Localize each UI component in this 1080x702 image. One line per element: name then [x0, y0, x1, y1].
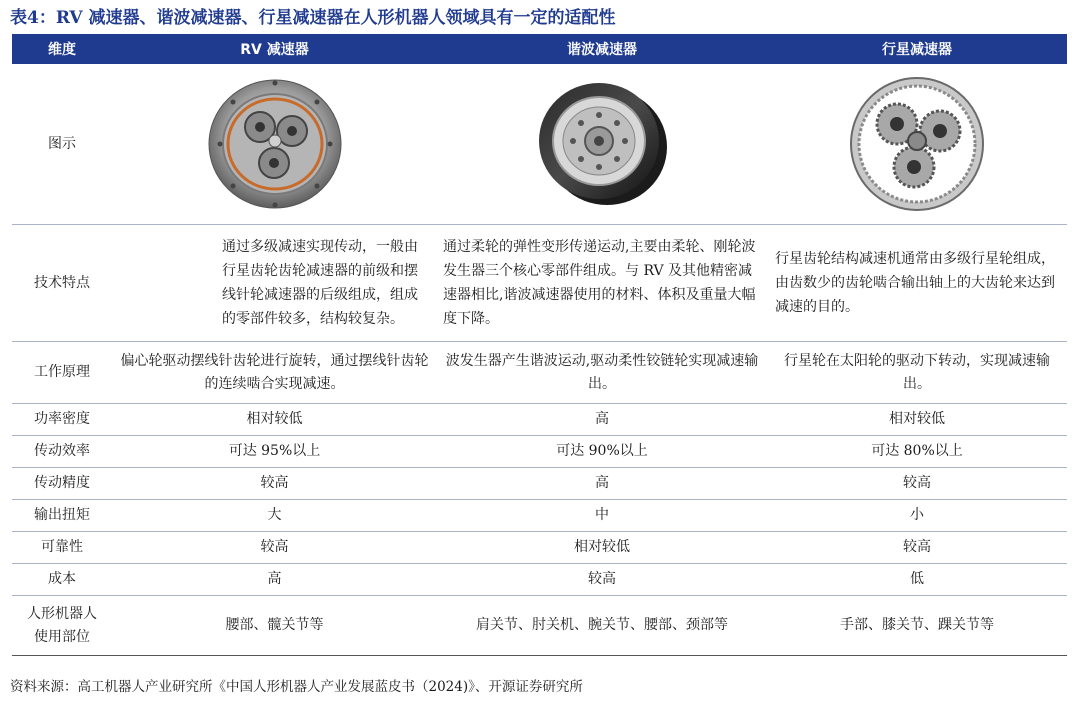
- rv-cell: 通过多级减速实现传动，一般由行星齿轮齿轮减速器的前级和摆线针轮减速器的后级组成，组成的零部件较多，结构较复杂。: [112, 225, 437, 342]
- harmonic-cell: 通过柔轮的弹性变形传递运动,主要由柔轮、刚轮波发生器三个核心零部件组成。与 RV 及其他精密减速器相比,谐波减速器使用的材料、体积及重量大幅度下降。: [437, 225, 767, 342]
- table-row: [12, 404, 1067, 436]
- table-row: [12, 500, 1067, 532]
- header-dimension: 维度: [12, 34, 112, 64]
- row-label: 输出扭矩: [12, 500, 112, 532]
- row-label: 传动效率: [12, 436, 112, 468]
- planetary-reducer-icon: [842, 69, 992, 219]
- rv-cell: 偏心轮驱动摆线针齿轮进行旋转，通过摆线针齿轮的连续啮合实现减速。: [112, 342, 437, 404]
- planetary-cell: 较高: [767, 532, 1067, 564]
- row-label: 传动精度: [12, 468, 112, 500]
- rv-reducer-icon: [200, 69, 350, 219]
- table-header-row: [12, 34, 1067, 64]
- rv-cell: 高: [112, 564, 437, 596]
- row-label: 工作原理: [12, 342, 112, 404]
- planetary-cell: 可达 80%以上: [767, 436, 1067, 468]
- planetary-image-cell: [767, 64, 1067, 225]
- rv-cell: 大: [112, 500, 437, 532]
- row-label: 可靠性: [12, 532, 112, 564]
- harmonic-cell: 较高: [437, 564, 767, 596]
- table-row: [12, 342, 1067, 404]
- rv-cell: 较高: [112, 532, 437, 564]
- table-row: [12, 564, 1067, 596]
- planetary-cell: 行星轮在太阳轮的驱动下转动，实现减速输出。: [767, 342, 1067, 404]
- table-row: [12, 532, 1067, 564]
- harmonic-cell: 高: [437, 404, 767, 436]
- comparison-table: [12, 34, 1067, 656]
- rv-cell: 相对较低: [112, 404, 437, 436]
- harmonic-cell: 中: [437, 500, 767, 532]
- table-row: [12, 468, 1067, 500]
- harmonic-reducer-icon: [527, 69, 677, 219]
- planetary-cell: 较高: [767, 468, 1067, 500]
- header-rv: RV 减速器: [112, 34, 437, 64]
- planetary-cell: 相对较低: [767, 404, 1067, 436]
- table-row: [12, 225, 1067, 342]
- rv-image-cell: [112, 64, 437, 225]
- row-label: 人形机器人使用部位: [12, 596, 112, 656]
- row-label: 技术特点: [12, 225, 112, 342]
- table-row: [12, 596, 1067, 656]
- header-harmonic: 谐波减速器: [437, 34, 767, 64]
- header-planetary: 行星减速器: [767, 34, 1067, 64]
- row-label: 功率密度: [12, 404, 112, 436]
- harmonic-cell: 高: [437, 468, 767, 500]
- rv-cell: 腰部、髋关节等: [112, 596, 437, 656]
- row-label: 成本: [12, 564, 112, 596]
- table-row: [12, 436, 1067, 468]
- harmonic-cell: 相对较低: [437, 532, 767, 564]
- image-row: [12, 64, 1067, 225]
- harmonic-cell: 可达 90%以上: [437, 436, 767, 468]
- planetary-cell: 手部、膝关节、踝关节等: [767, 596, 1067, 656]
- rv-cell: 较高: [112, 468, 437, 500]
- harmonic-image-cell: [437, 64, 767, 225]
- planetary-cell: 低: [767, 564, 1067, 596]
- source-note: 资料来源：高工机器人产业研究所《中国人形机器人产业发展蓝皮书（2024)》、开源证券研究所: [10, 679, 583, 695]
- harmonic-cell: 波发生器产生谐波运动,驱动柔性铰链轮实现减速输出。: [437, 342, 767, 404]
- harmonic-cell: 肩关节、肘关机、腕关节、腰部、颈部等: [437, 596, 767, 656]
- planetary-cell: 行星齿轮结构减速机通常由多级行星轮组成，由齿数少的齿轮啮合输出轴上的大齿轮来达到减速的目的。: [767, 225, 1067, 342]
- rv-cell: 可达 95%以上: [112, 436, 437, 468]
- table-title: 表4：RV 减速器、谐波减速器、行星减速器在人形机器人领域具有一定的适配性: [10, 8, 616, 28]
- row-label: 图示: [12, 64, 112, 225]
- planetary-cell: 小: [767, 500, 1067, 532]
